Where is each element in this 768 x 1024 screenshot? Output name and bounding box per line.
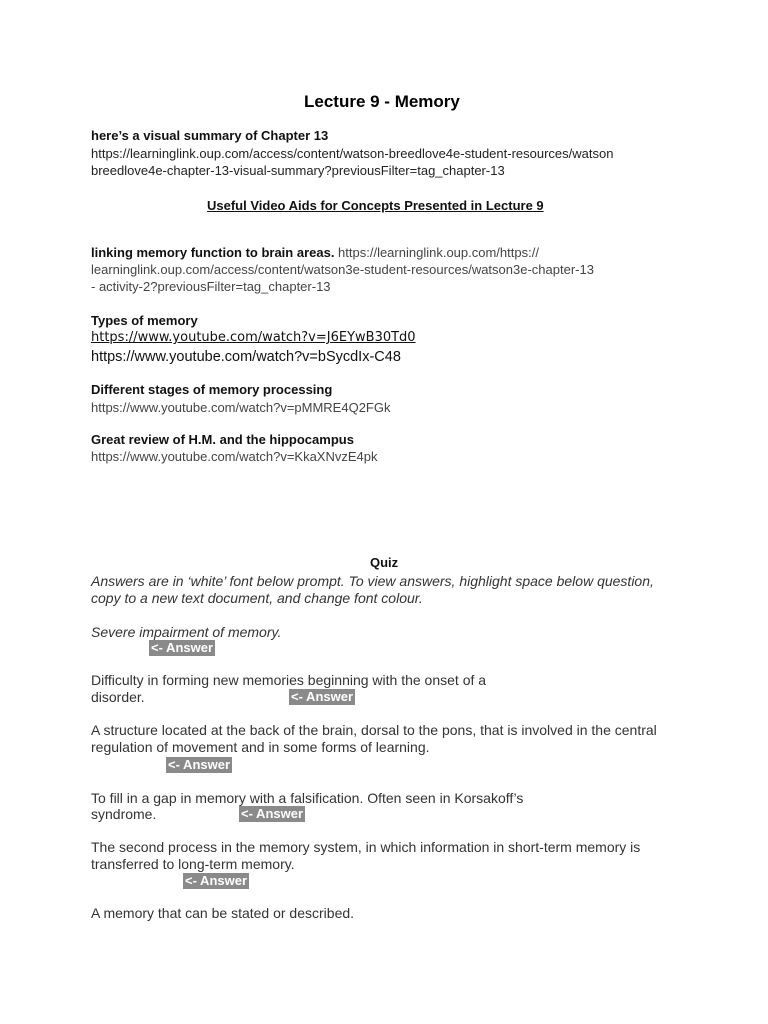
quiz-heading: Quiz bbox=[370, 555, 399, 570]
question-3-line1: A structure located at the back of the brain, dorsal to the pons, that is involved in the central bbox=[91, 722, 657, 738]
linking-label: linking memory function to brain areas. bbox=[91, 245, 335, 260]
question-4-line1: To fill in a gap in memory with a falsification. Often seen in Korsakoff’s bbox=[91, 790, 524, 806]
question-2-line1: Difficulty in forming new memories beginning with the onset of a bbox=[91, 672, 487, 688]
linking-link-line1[interactable]: https://learninglink.oup.com/https:// bbox=[334, 245, 539, 260]
types-link-2[interactable]: https://www.youtube.com/watch?v=bSycdIx-C48 bbox=[91, 349, 401, 365]
types-label: Types of memory bbox=[91, 313, 198, 328]
question-5-line1: The second process in the memory system, in which information in short-term memory is bbox=[91, 839, 641, 855]
question-2-line2: disorder. bbox=[91, 689, 145, 705]
question-6: A memory that can be stated or described. bbox=[91, 905, 355, 921]
answer-highlight-2[interactable]: <- Answer bbox=[291, 689, 354, 704]
quiz-instructions-line2: copy to a new text document, and change font colour. bbox=[91, 590, 423, 606]
linking-link-line3[interactable]: - activity-2?previousFilter=tag_chapter-13 bbox=[91, 279, 331, 294]
question-1: Severe impairment of memory. bbox=[91, 624, 282, 640]
answer-highlight-1[interactable]: <- Answer bbox=[151, 640, 214, 655]
summary-link-line2[interactable]: breedlove4e-chapter-13-visual-summary?previousFilter=tag_chapter-13 bbox=[91, 163, 505, 178]
summary-heading: here’s a visual summary of Chapter 13 bbox=[91, 128, 329, 143]
question-4-line2: syndrome. bbox=[91, 806, 157, 822]
question-3-line2: regulation of movement and in some forms of learning. bbox=[91, 739, 430, 755]
answer-highlight-3[interactable]: <- Answer bbox=[168, 757, 231, 772]
video-aids-heading: Useful Video Aids for Concepts Presented in Lecture 9 bbox=[207, 198, 544, 213]
question-5-line2: transferred to long-term memory. bbox=[91, 856, 295, 872]
quiz-instructions-line1: Answers are in ‘white’ font below prompt. To view answers, highlight space below question, bbox=[91, 573, 654, 589]
answer-highlight-4[interactable]: <- Answer bbox=[241, 806, 304, 821]
stages-link[interactable]: https://www.youtube.com/watch?v=pMMRE4Q2FGk bbox=[91, 400, 391, 415]
review-label: Great review of H.M. and the hippocampus bbox=[91, 432, 354, 447]
page-title: Lecture 9 - Memory bbox=[304, 92, 460, 111]
summary-link-line1[interactable]: https://learninglink.oup.com/access/content/watson-breedlove4e-student-resources/watson bbox=[91, 146, 614, 161]
linking-paragraph bbox=[91, 245, 539, 260]
stages-label: Different stages of memory processing bbox=[91, 382, 333, 397]
linking-link-line2[interactable]: learninglink.oup.com/access/content/watson3e-student-resources/watson3e-chapter-13 bbox=[91, 262, 594, 277]
types-link-1[interactable]: https://www.youtube.com/watch?v=J6EYwB30Td0 bbox=[91, 330, 416, 345]
answer-highlight-5[interactable]: <- Answer bbox=[185, 873, 248, 888]
review-link[interactable]: https://www.youtube.com/watch?v=KkaXNvzE4pk bbox=[91, 449, 378, 464]
